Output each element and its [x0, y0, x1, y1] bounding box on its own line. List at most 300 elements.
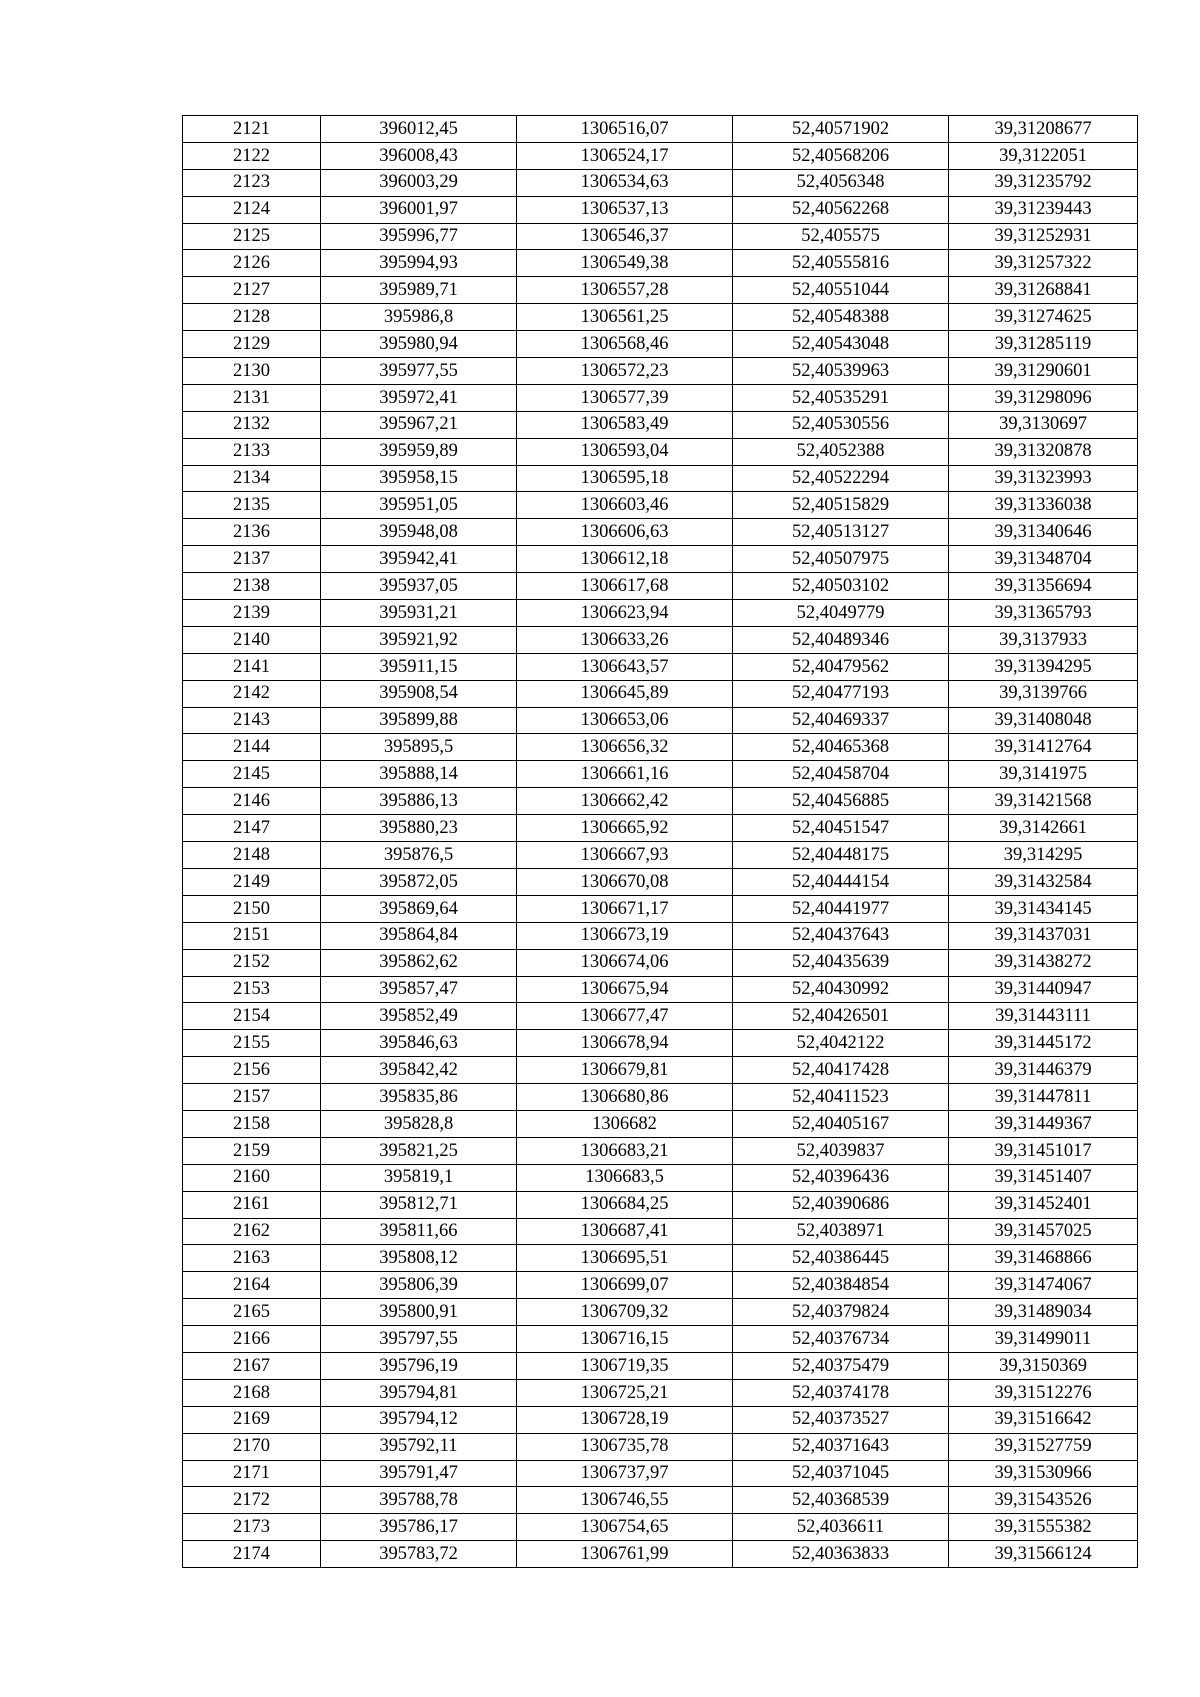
- table-row: [183, 1379, 1138, 1406]
- x-coordinate-cell: 395977,55: [321, 358, 517, 385]
- y-coordinate-cell: 1306735,78: [517, 1433, 733, 1460]
- table-row: [183, 1137, 1138, 1164]
- latitude-cell: 52,4038971: [733, 1218, 949, 1245]
- latitude-cell: 52,40515829: [733, 492, 949, 519]
- y-coordinate-cell: 1306617,68: [517, 573, 733, 600]
- y-coordinate-cell: 1306761,99: [517, 1541, 733, 1568]
- x-coordinate-cell: 395828,8: [321, 1110, 517, 1137]
- x-coordinate-cell: 395921,92: [321, 626, 517, 653]
- x-coordinate-cell: 395899,88: [321, 707, 517, 734]
- point-number-cell: 2158: [183, 1110, 321, 1137]
- longitude-cell: 39,31323993: [949, 465, 1138, 492]
- longitude-cell: 39,31356694: [949, 573, 1138, 600]
- x-coordinate-cell: 395972,41: [321, 384, 517, 411]
- table-row: [183, 1406, 1138, 1433]
- point-number-cell: 2131: [183, 384, 321, 411]
- table-row: [183, 976, 1138, 1003]
- y-coordinate-cell: 1306677,47: [517, 1003, 733, 1030]
- point-number-cell: 2121: [183, 116, 321, 143]
- latitude-cell: 52,40562268: [733, 196, 949, 223]
- point-number-cell: 2165: [183, 1299, 321, 1326]
- point-number-cell: 2148: [183, 842, 321, 869]
- longitude-cell: 39,31408048: [949, 707, 1138, 734]
- table-row: [183, 895, 1138, 922]
- latitude-cell: 52,40417428: [733, 1057, 949, 1084]
- longitude-cell: 39,31566124: [949, 1541, 1138, 1568]
- latitude-cell: 52,40444154: [733, 868, 949, 895]
- x-coordinate-cell: 395951,05: [321, 492, 517, 519]
- table-row: [183, 169, 1138, 196]
- longitude-cell: 39,31452401: [949, 1191, 1138, 1218]
- latitude-cell: 52,40489346: [733, 626, 949, 653]
- y-coordinate-cell: 1306645,89: [517, 680, 733, 707]
- x-coordinate-cell: 395800,91: [321, 1299, 517, 1326]
- y-coordinate-cell: 1306667,93: [517, 842, 733, 869]
- longitude-cell: 39,31208677: [949, 116, 1138, 143]
- x-coordinate-cell: 395908,54: [321, 680, 517, 707]
- y-coordinate-cell: 1306670,08: [517, 868, 733, 895]
- longitude-cell: 39,31449367: [949, 1110, 1138, 1137]
- x-coordinate-cell: 395986,8: [321, 304, 517, 331]
- x-coordinate-cell: 395880,23: [321, 815, 517, 842]
- point-number-cell: 2163: [183, 1245, 321, 1272]
- longitude-cell: 39,3142661: [949, 815, 1138, 842]
- table-row: [183, 1245, 1138, 1272]
- point-number-cell: 2137: [183, 546, 321, 573]
- point-number-cell: 2152: [183, 949, 321, 976]
- point-number-cell: 2157: [183, 1084, 321, 1111]
- longitude-cell: 39,31437031: [949, 922, 1138, 949]
- x-coordinate-cell: 395846,63: [321, 1030, 517, 1057]
- latitude-cell: 52,40430992: [733, 976, 949, 1003]
- table-row: [183, 519, 1138, 546]
- point-number-cell: 2161: [183, 1191, 321, 1218]
- latitude-cell: 52,40396436: [733, 1164, 949, 1191]
- table-row: [183, 304, 1138, 331]
- table-row: [183, 1057, 1138, 1084]
- longitude-cell: 39,31440947: [949, 976, 1138, 1003]
- longitude-cell: 39,31348704: [949, 546, 1138, 573]
- point-number-cell: 2147: [183, 815, 321, 842]
- y-coordinate-cell: 1306577,39: [517, 384, 733, 411]
- x-coordinate-cell: 395989,71: [321, 277, 517, 304]
- point-number-cell: 2136: [183, 519, 321, 546]
- y-coordinate-cell: 1306583,49: [517, 411, 733, 438]
- longitude-cell: 39,31340646: [949, 519, 1138, 546]
- point-number-cell: 2167: [183, 1352, 321, 1379]
- latitude-cell: 52,40458704: [733, 761, 949, 788]
- x-coordinate-cell: 395835,86: [321, 1084, 517, 1111]
- y-coordinate-cell: 1306678,94: [517, 1030, 733, 1057]
- point-number-cell: 2125: [183, 223, 321, 250]
- longitude-cell: 39,31445172: [949, 1030, 1138, 1057]
- latitude-cell: 52,40522294: [733, 465, 949, 492]
- longitude-cell: 39,31336038: [949, 492, 1138, 519]
- longitude-cell: 39,31421568: [949, 788, 1138, 815]
- y-coordinate-cell: 1306557,28: [517, 277, 733, 304]
- x-coordinate-cell: 395958,15: [321, 465, 517, 492]
- y-coordinate-cell: 1306661,16: [517, 761, 733, 788]
- y-coordinate-cell: 1306683,5: [517, 1164, 733, 1191]
- y-coordinate-cell: 1306746,55: [517, 1487, 733, 1514]
- longitude-cell: 39,31320878: [949, 438, 1138, 465]
- y-coordinate-cell: 1306682: [517, 1110, 733, 1137]
- table-row: [183, 815, 1138, 842]
- latitude-cell: 52,40368539: [733, 1487, 949, 1514]
- longitude-cell: 39,31451407: [949, 1164, 1138, 1191]
- y-coordinate-cell: 1306656,32: [517, 734, 733, 761]
- table-row: [183, 142, 1138, 169]
- table-row: [183, 707, 1138, 734]
- point-number-cell: 2171: [183, 1460, 321, 1487]
- point-number-cell: 2149: [183, 868, 321, 895]
- point-number-cell: 2159: [183, 1137, 321, 1164]
- latitude-cell: 52,40551044: [733, 277, 949, 304]
- table-row: [183, 196, 1138, 223]
- point-number-cell: 2133: [183, 438, 321, 465]
- table-row: [183, 949, 1138, 976]
- y-coordinate-cell: 1306572,23: [517, 358, 733, 385]
- point-number-cell: 2134: [183, 465, 321, 492]
- point-number-cell: 2160: [183, 1164, 321, 1191]
- latitude-cell: 52,40456885: [733, 788, 949, 815]
- table-row: [183, 1541, 1138, 1568]
- table-row: [183, 653, 1138, 680]
- x-coordinate-cell: 395996,77: [321, 223, 517, 250]
- coordinates-table-body: [183, 116, 1138, 1568]
- point-number-cell: 2166: [183, 1326, 321, 1353]
- table-row: [183, 223, 1138, 250]
- x-coordinate-cell: 395791,47: [321, 1460, 517, 1487]
- table-row: [183, 250, 1138, 277]
- longitude-cell: 39,31432584: [949, 868, 1138, 895]
- longitude-cell: 39,31290601: [949, 358, 1138, 385]
- y-coordinate-cell: 1306623,94: [517, 600, 733, 627]
- longitude-cell: 39,31447811: [949, 1084, 1138, 1111]
- latitude-cell: 52,40479562: [733, 653, 949, 680]
- point-number-cell: 2128: [183, 304, 321, 331]
- latitude-cell: 52,4036611: [733, 1514, 949, 1541]
- point-number-cell: 2143: [183, 707, 321, 734]
- y-coordinate-cell: 1306684,25: [517, 1191, 733, 1218]
- x-coordinate-cell: 395931,21: [321, 600, 517, 627]
- point-number-cell: 2135: [183, 492, 321, 519]
- longitude-cell: 39,3150369: [949, 1352, 1138, 1379]
- latitude-cell: 52,40503102: [733, 573, 949, 600]
- longitude-cell: 39,314295: [949, 842, 1138, 869]
- table-row: [183, 1084, 1138, 1111]
- table-row: [183, 734, 1138, 761]
- y-coordinate-cell: 1306612,18: [517, 546, 733, 573]
- x-coordinate-cell: 395806,39: [321, 1272, 517, 1299]
- longitude-cell: 39,31499011: [949, 1326, 1138, 1353]
- longitude-cell: 39,31451017: [949, 1137, 1138, 1164]
- point-number-cell: 2162: [183, 1218, 321, 1245]
- x-coordinate-cell: 395788,78: [321, 1487, 517, 1514]
- latitude-cell: 52,4042122: [733, 1030, 949, 1057]
- longitude-cell: 39,31530966: [949, 1460, 1138, 1487]
- x-coordinate-cell: 395872,05: [321, 868, 517, 895]
- x-coordinate-cell: 395794,12: [321, 1406, 517, 1433]
- longitude-cell: 39,31298096: [949, 384, 1138, 411]
- table-row: [183, 1164, 1138, 1191]
- latitude-cell: 52,40376734: [733, 1326, 949, 1353]
- table-row: [183, 358, 1138, 385]
- longitude-cell: 39,31468866: [949, 1245, 1138, 1272]
- point-number-cell: 2146: [183, 788, 321, 815]
- table-row: [183, 438, 1138, 465]
- x-coordinate-cell: 395852,49: [321, 1003, 517, 1030]
- table-row: [183, 546, 1138, 573]
- longitude-cell: 39,31555382: [949, 1514, 1138, 1541]
- y-coordinate-cell: 1306662,42: [517, 788, 733, 815]
- longitude-cell: 39,3122051: [949, 142, 1138, 169]
- longitude-cell: 39,31268841: [949, 277, 1138, 304]
- y-coordinate-cell: 1306653,06: [517, 707, 733, 734]
- x-coordinate-cell: 395895,5: [321, 734, 517, 761]
- x-coordinate-cell: 396008,43: [321, 142, 517, 169]
- x-coordinate-cell: 395812,71: [321, 1191, 517, 1218]
- x-coordinate-cell: 395857,47: [321, 976, 517, 1003]
- y-coordinate-cell: 1306595,18: [517, 465, 733, 492]
- x-coordinate-cell: 395786,17: [321, 1514, 517, 1541]
- x-coordinate-cell: 395994,93: [321, 250, 517, 277]
- x-coordinate-cell: 395792,11: [321, 1433, 517, 1460]
- x-coordinate-cell: 395911,15: [321, 653, 517, 680]
- longitude-cell: 39,31365793: [949, 600, 1138, 627]
- table-row: [183, 1433, 1138, 1460]
- latitude-cell: 52,4039837: [733, 1137, 949, 1164]
- y-coordinate-cell: 1306593,04: [517, 438, 733, 465]
- table-row: [183, 1460, 1138, 1487]
- latitude-cell: 52,40513127: [733, 519, 949, 546]
- y-coordinate-cell: 1306754,65: [517, 1514, 733, 1541]
- point-number-cell: 2144: [183, 734, 321, 761]
- latitude-cell: 52,40548388: [733, 304, 949, 331]
- latitude-cell: 52,4052388: [733, 438, 949, 465]
- table-row: [183, 384, 1138, 411]
- y-coordinate-cell: 1306671,17: [517, 895, 733, 922]
- longitude-cell: 39,31443111: [949, 1003, 1138, 1030]
- table-row: [183, 465, 1138, 492]
- point-number-cell: 2124: [183, 196, 321, 223]
- longitude-cell: 39,31235792: [949, 169, 1138, 196]
- x-coordinate-cell: 396012,45: [321, 116, 517, 143]
- latitude-cell: 52,40379824: [733, 1299, 949, 1326]
- longitude-cell: 39,3139766: [949, 680, 1138, 707]
- x-coordinate-cell: 395797,55: [321, 1326, 517, 1353]
- longitude-cell: 39,31543526: [949, 1487, 1138, 1514]
- x-coordinate-cell: 395796,19: [321, 1352, 517, 1379]
- latitude-cell: 52,40530556: [733, 411, 949, 438]
- y-coordinate-cell: 1306549,38: [517, 250, 733, 277]
- table-row: [183, 600, 1138, 627]
- y-coordinate-cell: 1306665,92: [517, 815, 733, 842]
- point-number-cell: 2155: [183, 1030, 321, 1057]
- point-number-cell: 2123: [183, 169, 321, 196]
- y-coordinate-cell: 1306568,46: [517, 331, 733, 358]
- latitude-cell: 52,40477193: [733, 680, 949, 707]
- x-coordinate-cell: 396001,97: [321, 196, 517, 223]
- longitude-cell: 39,31527759: [949, 1433, 1138, 1460]
- point-number-cell: 2122: [183, 142, 321, 169]
- table-row: [183, 492, 1138, 519]
- x-coordinate-cell: 395783,72: [321, 1541, 517, 1568]
- x-coordinate-cell: 395942,41: [321, 546, 517, 573]
- longitude-cell: 39,31489034: [949, 1299, 1138, 1326]
- longitude-cell: 39,31394295: [949, 653, 1138, 680]
- y-coordinate-cell: 1306699,07: [517, 1272, 733, 1299]
- table-row: [183, 1218, 1138, 1245]
- latitude-cell: 52,40448175: [733, 842, 949, 869]
- y-coordinate-cell: 1306679,81: [517, 1057, 733, 1084]
- point-number-cell: 2156: [183, 1057, 321, 1084]
- table-row: [183, 1487, 1138, 1514]
- x-coordinate-cell: 395794,81: [321, 1379, 517, 1406]
- table-row: [183, 1191, 1138, 1218]
- latitude-cell: 52,40374178: [733, 1379, 949, 1406]
- longitude-cell: 39,3141975: [949, 761, 1138, 788]
- latitude-cell: 52,40568206: [733, 142, 949, 169]
- latitude-cell: 52,40441977: [733, 895, 949, 922]
- y-coordinate-cell: 1306524,17: [517, 142, 733, 169]
- point-number-cell: 2127: [183, 277, 321, 304]
- latitude-cell: 52,40437643: [733, 922, 949, 949]
- y-coordinate-cell: 1306643,57: [517, 653, 733, 680]
- y-coordinate-cell: 1306537,13: [517, 196, 733, 223]
- latitude-cell: 52,40371045: [733, 1460, 949, 1487]
- latitude-cell: 52,40405167: [733, 1110, 949, 1137]
- x-coordinate-cell: 395948,08: [321, 519, 517, 546]
- table-row: [183, 788, 1138, 815]
- latitude-cell: 52,40535291: [733, 384, 949, 411]
- latitude-cell: 52,4056348: [733, 169, 949, 196]
- longitude-cell: 39,31285119: [949, 331, 1138, 358]
- latitude-cell: 52,4049779: [733, 600, 949, 627]
- longitude-cell: 39,31457025: [949, 1218, 1138, 1245]
- x-coordinate-cell: 395886,13: [321, 788, 517, 815]
- latitude-cell: 52,40507975: [733, 546, 949, 573]
- point-number-cell: 2154: [183, 1003, 321, 1030]
- x-coordinate-cell: 395808,12: [321, 1245, 517, 1272]
- latitude-cell: 52,40426501: [733, 1003, 949, 1030]
- table-row: [183, 1110, 1138, 1137]
- longitude-cell: 39,31512276: [949, 1379, 1138, 1406]
- point-number-cell: 2138: [183, 573, 321, 600]
- longitude-cell: 39,31438272: [949, 949, 1138, 976]
- point-number-cell: 2140: [183, 626, 321, 653]
- point-number-cell: 2164: [183, 1272, 321, 1299]
- y-coordinate-cell: 1306546,37: [517, 223, 733, 250]
- point-number-cell: 2145: [183, 761, 321, 788]
- y-coordinate-cell: 1306725,21: [517, 1379, 733, 1406]
- latitude-cell: 52,40384854: [733, 1272, 949, 1299]
- point-number-cell: 2126: [183, 250, 321, 277]
- x-coordinate-cell: 395864,84: [321, 922, 517, 949]
- x-coordinate-cell: 395862,62: [321, 949, 517, 976]
- y-coordinate-cell: 1306561,25: [517, 304, 733, 331]
- table-row: [183, 331, 1138, 358]
- point-number-cell: 2141: [183, 653, 321, 680]
- table-row: [183, 842, 1138, 869]
- longitude-cell: 39,31474067: [949, 1272, 1138, 1299]
- x-coordinate-cell: 395819,1: [321, 1164, 517, 1191]
- x-coordinate-cell: 395888,14: [321, 761, 517, 788]
- y-coordinate-cell: 1306709,32: [517, 1299, 733, 1326]
- y-coordinate-cell: 1306728,19: [517, 1406, 733, 1433]
- longitude-cell: 39,31434145: [949, 895, 1138, 922]
- point-number-cell: 2132: [183, 411, 321, 438]
- table-row: [183, 868, 1138, 895]
- x-coordinate-cell: 396003,29: [321, 169, 517, 196]
- point-number-cell: 2130: [183, 358, 321, 385]
- table-row: [183, 680, 1138, 707]
- coordinates-table: [182, 115, 1138, 1568]
- y-coordinate-cell: 1306606,63: [517, 519, 733, 546]
- y-coordinate-cell: 1306695,51: [517, 1245, 733, 1272]
- latitude-cell: 52,40373527: [733, 1406, 949, 1433]
- latitude-cell: 52,40371643: [733, 1433, 949, 1460]
- table-row: [183, 1514, 1138, 1541]
- point-number-cell: 2170: [183, 1433, 321, 1460]
- y-coordinate-cell: 1306687,41: [517, 1218, 733, 1245]
- x-coordinate-cell: 395842,42: [321, 1057, 517, 1084]
- x-coordinate-cell: 395937,05: [321, 573, 517, 600]
- latitude-cell: 52,40451547: [733, 815, 949, 842]
- x-coordinate-cell: 395876,5: [321, 842, 517, 869]
- latitude-cell: 52,405575: [733, 223, 949, 250]
- table-row: [183, 761, 1138, 788]
- point-number-cell: 2174: [183, 1541, 321, 1568]
- table-row: [183, 411, 1138, 438]
- table-row: [183, 573, 1138, 600]
- latitude-cell: 52,40539963: [733, 358, 949, 385]
- table-row: [183, 1326, 1138, 1353]
- latitude-cell: 52,40469337: [733, 707, 949, 734]
- y-coordinate-cell: 1306674,06: [517, 949, 733, 976]
- longitude-cell: 39,31239443: [949, 196, 1138, 223]
- latitude-cell: 52,40555816: [733, 250, 949, 277]
- y-coordinate-cell: 1306683,21: [517, 1137, 733, 1164]
- table-row: [183, 1272, 1138, 1299]
- y-coordinate-cell: 1306673,19: [517, 922, 733, 949]
- point-number-cell: 2139: [183, 600, 321, 627]
- table-row: [183, 626, 1138, 653]
- longitude-cell: 39,3130697: [949, 411, 1138, 438]
- x-coordinate-cell: 395959,89: [321, 438, 517, 465]
- point-number-cell: 2150: [183, 895, 321, 922]
- longitude-cell: 39,31257322: [949, 250, 1138, 277]
- longitude-cell: 39,31412764: [949, 734, 1138, 761]
- y-coordinate-cell: 1306633,26: [517, 626, 733, 653]
- point-number-cell: 2168: [183, 1379, 321, 1406]
- table-row: [183, 277, 1138, 304]
- x-coordinate-cell: 395811,66: [321, 1218, 517, 1245]
- longitude-cell: 39,31446379: [949, 1057, 1138, 1084]
- longitude-cell: 39,31516642: [949, 1406, 1138, 1433]
- longitude-cell: 39,31274625: [949, 304, 1138, 331]
- y-coordinate-cell: 1306516,07: [517, 116, 733, 143]
- y-coordinate-cell: 1306719,35: [517, 1352, 733, 1379]
- table-row: [183, 922, 1138, 949]
- x-coordinate-cell: 395869,64: [321, 895, 517, 922]
- longitude-cell: 39,3137933: [949, 626, 1138, 653]
- y-coordinate-cell: 1306534,63: [517, 169, 733, 196]
- latitude-cell: 52,40363833: [733, 1541, 949, 1568]
- latitude-cell: 52,40390686: [733, 1191, 949, 1218]
- latitude-cell: 52,40465368: [733, 734, 949, 761]
- point-number-cell: 2151: [183, 922, 321, 949]
